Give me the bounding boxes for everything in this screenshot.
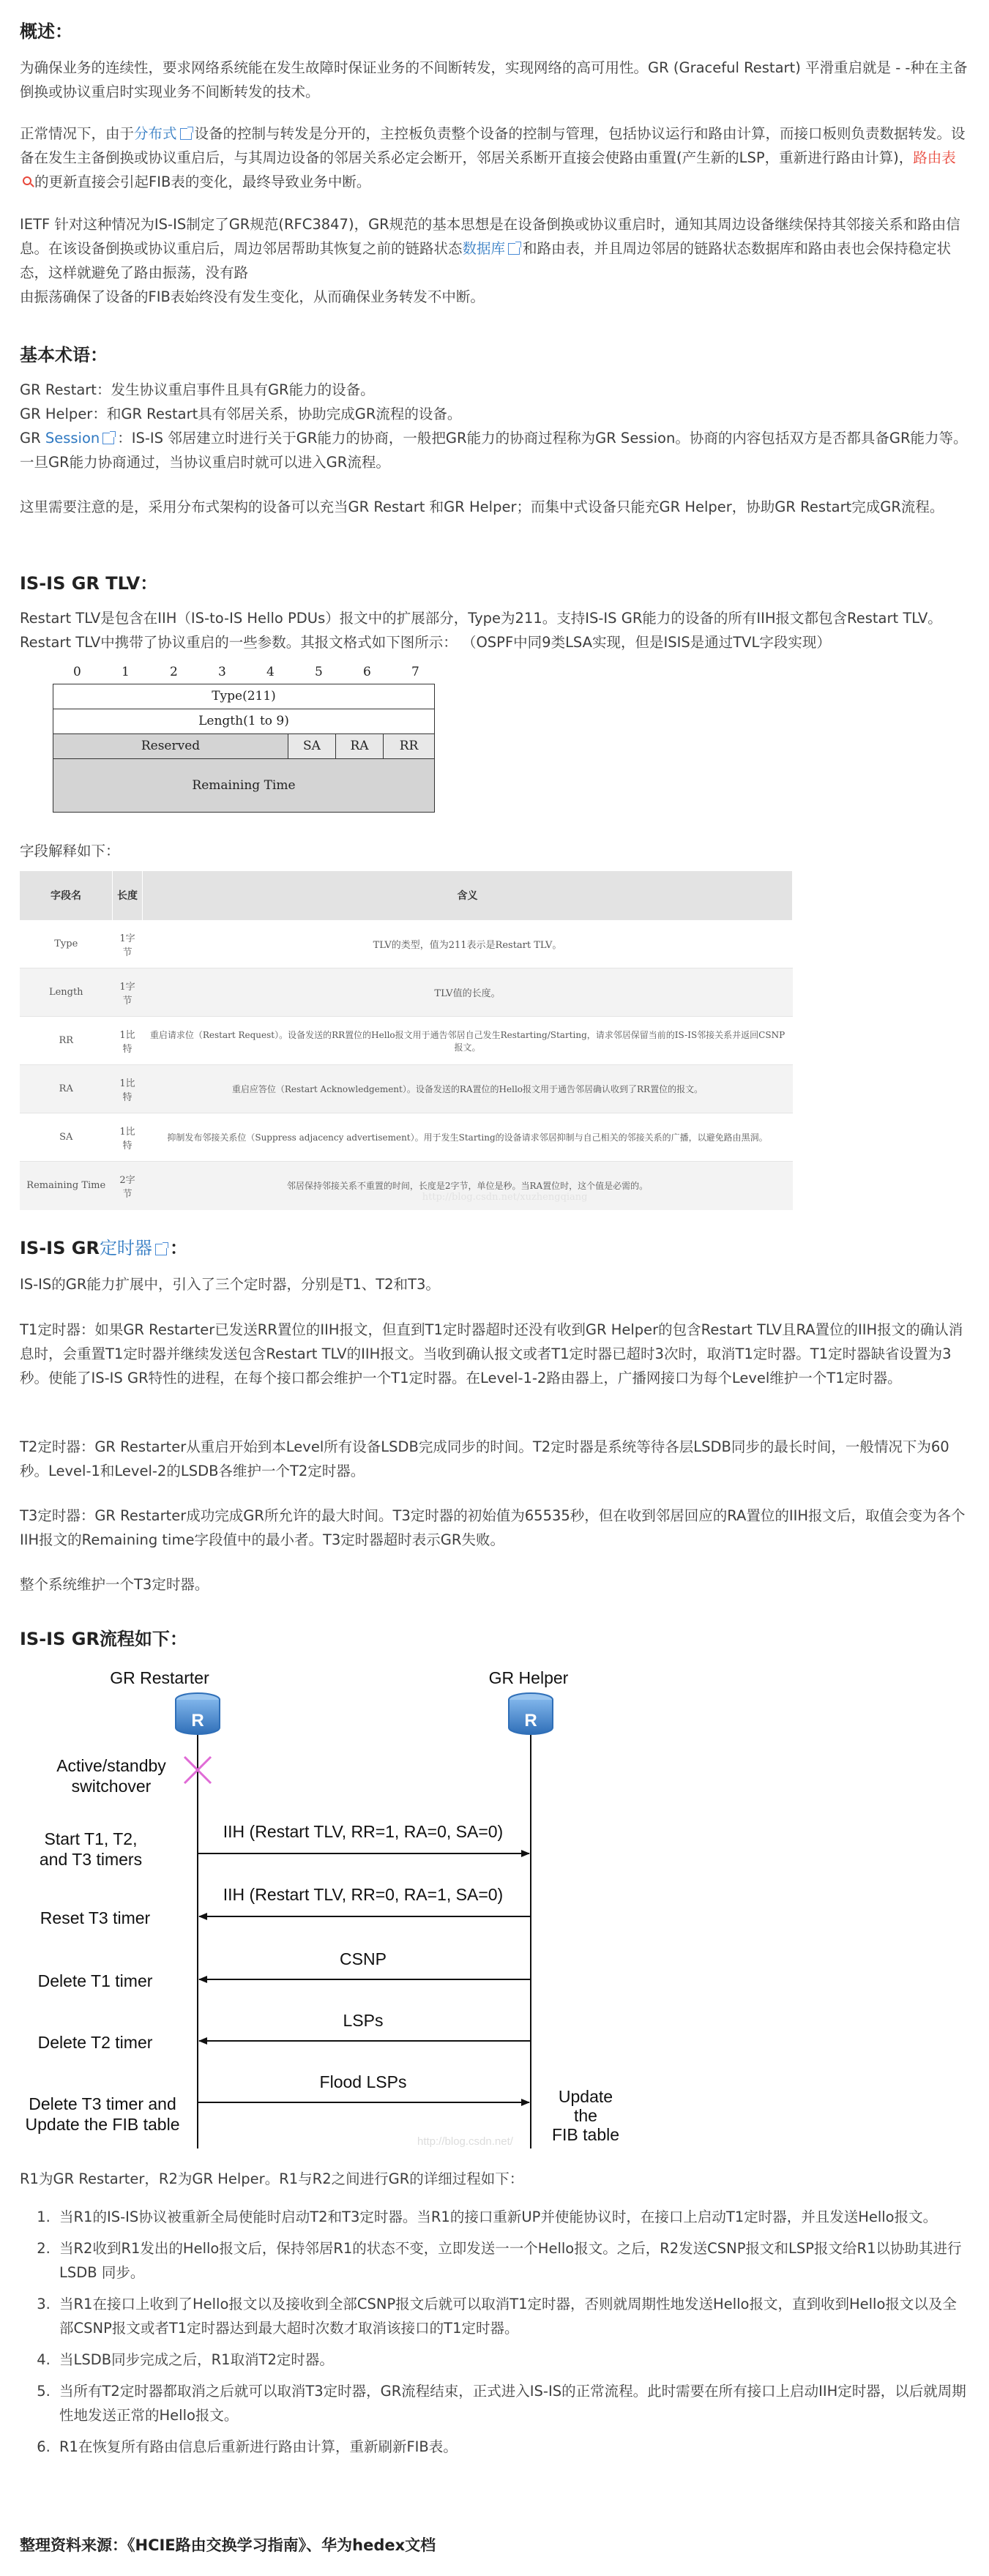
timer-link[interactable]: 定时器 <box>99 1238 152 1258</box>
bit-label: 0 <box>73 665 81 679</box>
text: IS-IS GR <box>20 1238 100 1258</box>
text: ： <box>169 1238 187 1258</box>
delete-t1-label: Delete T1 timer <box>37 1971 153 1990</box>
fields-table <box>20 871 793 1210</box>
external-link-icon <box>508 243 520 255</box>
flow-caption: R1为GR Restarter，R2为GR Helper。R1与R2之间进行GR的详细过程如下： <box>20 2170 524 2187</box>
delete-t3-label: Delete T3 timer and <box>29 2094 176 2113</box>
bit-label: 5 <box>315 665 323 679</box>
text: 和路由表，并且周边邻居的链路状态数据库和路由表也会保持稳定状态，这样就避免了路由振荡，没有路 <box>20 240 952 281</box>
helper-title: GR Helper <box>488 1668 569 1687</box>
tlv-length-row: Length(1 to 9) <box>53 709 434 734</box>
update-fib-label: FIB table <box>551 2125 620 2144</box>
tlv-type-row: Type(211) <box>53 684 434 709</box>
start-timers-label: and T3 timers <box>39 1850 143 1869</box>
switchover-label: Active/standby <box>56 1756 166 1775</box>
terms-note: 这里需要注意的是，采用分布式架构的设备可以充当GR Restart 和GR Helper；而集中式设备只能充GR Helper，协助GR Restart完成GR流程。 <box>20 499 944 515</box>
term-gr-restart: GR Restart：发生协议重启事件且具有GR能力的设备。 <box>20 381 375 398</box>
terms-heading: 基本术语： <box>20 345 108 365</box>
text: 由振荡确保了设备的FIB表始终没有发生变化，从而确保业务转发不中断。 <box>20 288 485 305</box>
message-label: IIH (Restart TLV, RR=1, RA=0, SA=0) <box>223 1822 504 1841</box>
overview-paragraph-1: 为确保业务的连续性，要求网络系统能在发生故障时保证业务的不间断转发，实现网络的高可用性。GR (Graceful Restart) 平滑重启就是 - -种在主备倒换或协议重启时实现业务不间断转发的技术。 <box>20 59 968 100</box>
message-label: CSNP <box>340 1949 387 1968</box>
restarter-title: GR Restarter <box>110 1668 209 1687</box>
start-timers-label: Start T1, T2, <box>44 1829 138 1848</box>
list-item: 3. 当R1在接口上收到了Hello报文以及接收到全部CSNP报文后就可以取消T1定时器，否则就周期性地发送Hello报文，直到收到Hello报文以及全部CSNP报文或者T1定时器达到最大超时次数才取消该接口的T1定时器。 <box>55 2292 969 2340</box>
tlv-rr-cell: RR <box>384 734 434 758</box>
routing-table-link[interactable]: 路由表 <box>913 149 956 166</box>
router-glyph: R <box>524 1711 537 1731</box>
search-icon <box>23 176 31 185</box>
bit-ruler <box>53 665 441 684</box>
tlv-heading: IS-IS GR TLV： <box>20 573 158 594</box>
cell-name: SA <box>20 1113 113 1162</box>
overview-heading: 概述： <box>20 21 72 42</box>
tlv-format-figure <box>53 665 441 820</box>
timer-t3-note: 整个系统维护一个T3定时器。 <box>20 1576 209 1593</box>
delete-t2-label: Delete T2 timer <box>37 2033 153 2052</box>
text: 的更新直接会引起FIB表的变化，最终导致业务中断。 <box>34 173 371 190</box>
text: ：IS-IS 邻居建立时进行关于GR能力的协商，一般把GR能力的协商过程称为GR Session。协商的内容包括双方是否都具备GR能力等。一旦GR能力协商通过，当协议重启时就可以进入GR流程。 <box>20 430 968 471</box>
col-header: 含义 <box>143 871 793 920</box>
router-icon <box>509 1693 553 1734</box>
text: 设备的控制与转发是分开的，主控板负责整个设备的控制与管理，包括协议运行和路由计算，而接口板则负责数据转发。设备在发生主备倒换或协议重启后，与其周边设备的邻居关系必定会断开，邻居关系断开直接会使路由重置(产生新的LSP，重新进行路由计算)， <box>20 125 966 166</box>
source-note: 整理资料来源：《HCIE路由交换学习指南》、华为hedex文档 <box>20 2536 436 2554</box>
cell-length: 2字节 <box>113 1162 143 1210</box>
cell-length: 1比特 <box>113 1065 143 1113</box>
reset-t3-label: Reset T3 timer <box>40 1908 151 1927</box>
cell-name: RR <box>20 1017 113 1065</box>
timer-t3-paragraph: T3定时器：GR Restarter成功完成GR所允许的最大时间。T3定时器的初始值为65535秒，但在收到邻居回应的RA置位的IIH报文后，取值会变为各个IIH报文的Remaining time字段值中的最小者。T3定时器超时表示GR失败。 <box>20 1507 966 1548</box>
delete-t3-label: Update the FIB table <box>25 2115 180 2134</box>
database-link[interactable]: 数据库 <box>462 240 506 257</box>
timer-t2-paragraph: T2定时器：GR Restarter从重启开始到本Level所有设备LSDB完成同步的时间。T2定时器是系统等待各层LSDB同步的最长时间，一般情况下为60秒。Level-1和Level-2的LSDB各维护一个T2定时器。 <box>20 1438 949 1479</box>
table-row <box>20 1113 793 1162</box>
bit-label: 6 <box>363 665 371 679</box>
cell-meaning: 重启应答位（Restart Acknowledgement）。设备发送的RA置位的Hello报文用于通告邻居确认收到了RR置位的报文。 <box>143 1065 793 1113</box>
watermark: http://blog.csdn.net/ <box>417 2135 513 2148</box>
cell-length: 1比特 <box>113 1017 143 1065</box>
list-item: 1. 当R1的IS-IS协议被重新全局使能时启动T2和T3定时器。当R1的接口重新UP并使能协议时，在接口上启动T1定时器，并且发送Hello报文。 <box>55 2205 969 2229</box>
flow-heading: IS-IS GR流程如下： <box>20 1629 187 1649</box>
table-row <box>20 1162 793 1210</box>
term-gr-session <box>20 426 969 474</box>
watermark: http://blog.csdn.net/xuzhengqiang <box>422 1191 588 1203</box>
overview-paragraph-2 <box>20 122 969 194</box>
cell-meaning: TLV的类型，值为211表示是Restart TLV。 <box>143 920 793 968</box>
tlv-description: Restart TLV是包含在IIH（IS-to-IS Hello PDUs）报文中的扩展部分，Type为211。支持IS-IS GR能力的设备的所有IIH报文都包含Restart TLV。Restart TLV中携带了协议重启的一些参数。其报文格式如下图所示： （OSPF中同9类LSA实现，但是ISIS是通过TVL字段实现） <box>20 610 942 651</box>
external-link-icon <box>180 128 192 140</box>
tlv-frame <box>53 684 435 813</box>
term-gr-helper: GR Helper：和GR Restart具有邻居关系，协助完成GR流程的设备。 <box>20 406 462 422</box>
timers-heading <box>20 1236 187 1261</box>
cell-meaning: 重启请求位（Restart Request）。设备发送的RR置位的Hello报文用于通告邻居自己发生Restarting/Starting，请求邻居保留当前的IS-IS邻接关系并返回CSNP报文。 <box>143 1017 793 1065</box>
fields-intro: 字段解释如下： <box>20 843 120 859</box>
bit-label: 3 <box>218 665 226 679</box>
fields-table-wrap <box>20 871 793 1215</box>
cell-name: Remaining Time <box>20 1162 113 1210</box>
message-label: LSPs <box>343 2011 384 2030</box>
list-item: 5. 当所有T2定时器都取消之后就可以取消T3定时器，GR流程结束，正式进入IS-IS的正常流程。此时需要在所有接口上启动IIH定时器，以后就周期性地发送正常的Hello报文。 <box>55 2379 969 2427</box>
router-icon <box>176 1693 220 1734</box>
tlv-flags-row <box>53 734 434 759</box>
table-row <box>20 1017 793 1065</box>
bit-label: 1 <box>122 665 130 679</box>
cell-meaning: 抑制发布邻接关系位（Suppress adjacency advertisement）。用于发生Starting的设备请求邻居抑制与自己相关的邻接关系的广播，以避免路由黑洞。 <box>143 1113 793 1162</box>
col-header: 长度 <box>113 871 143 920</box>
bit-label: 2 <box>170 665 178 679</box>
tlv-reserved-cell: Reserved <box>53 734 288 758</box>
external-link-icon <box>102 433 114 444</box>
cell-length: 1比特 <box>113 1113 143 1162</box>
table-header-row <box>20 871 793 920</box>
cell-name: Length <box>20 968 113 1017</box>
list-item: 4. 当LSDB同步完成之后，R1取消T2定时器。 <box>55 2348 969 2372</box>
table-row <box>20 968 793 1017</box>
gr-flow-diagram <box>0 1662 681 2159</box>
timers-intro: IS-IS的GR能力扩展中，引入了三个定时器，分别是T1、T2和T3。 <box>20 1276 440 1293</box>
table-row <box>20 920 793 968</box>
text: IETF 针对这种情况为IS-IS制定了GR规范(RFC3847)，GR规范的基本思想是在设备倒换或协议重启时，通知其周边设备继续保持其邻接关系和路由信息。在该设备倒换或协议重启后，周边邻居帮助其恢复之前的链路状态 <box>20 216 960 257</box>
cell-length: 1字节 <box>113 968 143 1017</box>
bit-label: 4 <box>266 665 275 679</box>
router-glyph: R <box>191 1711 204 1731</box>
list-item: 2. 当R2收到R1发出的Hello报文后，保持邻居R1的状态不变，立即发送一一个Hello报文。之后，R2发送CSNP报文和LSP报文给R1以协助其进行LSDB 同步。 <box>55 2236 969 2285</box>
tlv-ra-cell: RA <box>336 734 384 758</box>
steps-list <box>20 2205 969 2459</box>
overview-paragraph-3 <box>20 212 969 309</box>
text: GR <box>20 430 45 447</box>
flow-steps <box>20 2205 969 2466</box>
distributed-link[interactable]: 分布式 <box>134 125 177 142</box>
text: 正常情况下，由于 <box>20 125 135 142</box>
switchover-label: switchover <box>71 1777 152 1796</box>
message-label: IIH (Restart TLV, RR=0, RA=1, SA=0) <box>223 1885 504 1904</box>
tlv-remaining-row: Remaining Time <box>53 759 434 812</box>
timer-t1-paragraph: T1定时器：如果GR Restarter已发送RR置位的IIH报文，但直到T1定时器超时还没有收到GR Helper的包含Restart TLV且RA置位的IIH报文的确认消息时，会重置T1定时器并继续发送包含Restart TLV的IIH报文。当收到确认报文或者T1定时器已超时3次时，取消T1定时器。T1定时器缺省设置为3秒。使能了IS-IS GR特性的进程，在每个接口都会维护一个T1定时器。在Level-1-2路由器上，广播网接口为每个Level维护一个T1定时器。 <box>20 1321 963 1386</box>
bit-label: 7 <box>411 665 419 679</box>
external-link-icon <box>155 1244 167 1255</box>
list-item: 6. R1在恢复所有路由信息后重新进行路由计算，重新刷新FIB表。 <box>55 2435 969 2459</box>
message-label: Flood LSPs <box>319 2072 407 2091</box>
table-row <box>20 1065 793 1113</box>
cell-name: RA <box>20 1065 113 1113</box>
cell-meaning: TLV值的长度。 <box>143 968 793 1017</box>
update-fib-label: Update <box>558 2087 613 2106</box>
tlv-sa-cell: SA <box>288 734 336 758</box>
cell-length: 1字节 <box>113 920 143 968</box>
cell-meaning <box>143 1162 793 1210</box>
terms-list <box>20 378 969 474</box>
update-fib-label: the <box>574 2106 597 2125</box>
cell-meaning-text: 邻居保持邻接关系不重置的时间，长度是2字节，单位是秒。当RA置位时，这个值是必需的。 <box>286 1181 649 1192</box>
session-link[interactable]: Session <box>45 430 100 447</box>
cell-name: Type <box>20 920 113 968</box>
col-header: 字段名 <box>20 871 113 920</box>
